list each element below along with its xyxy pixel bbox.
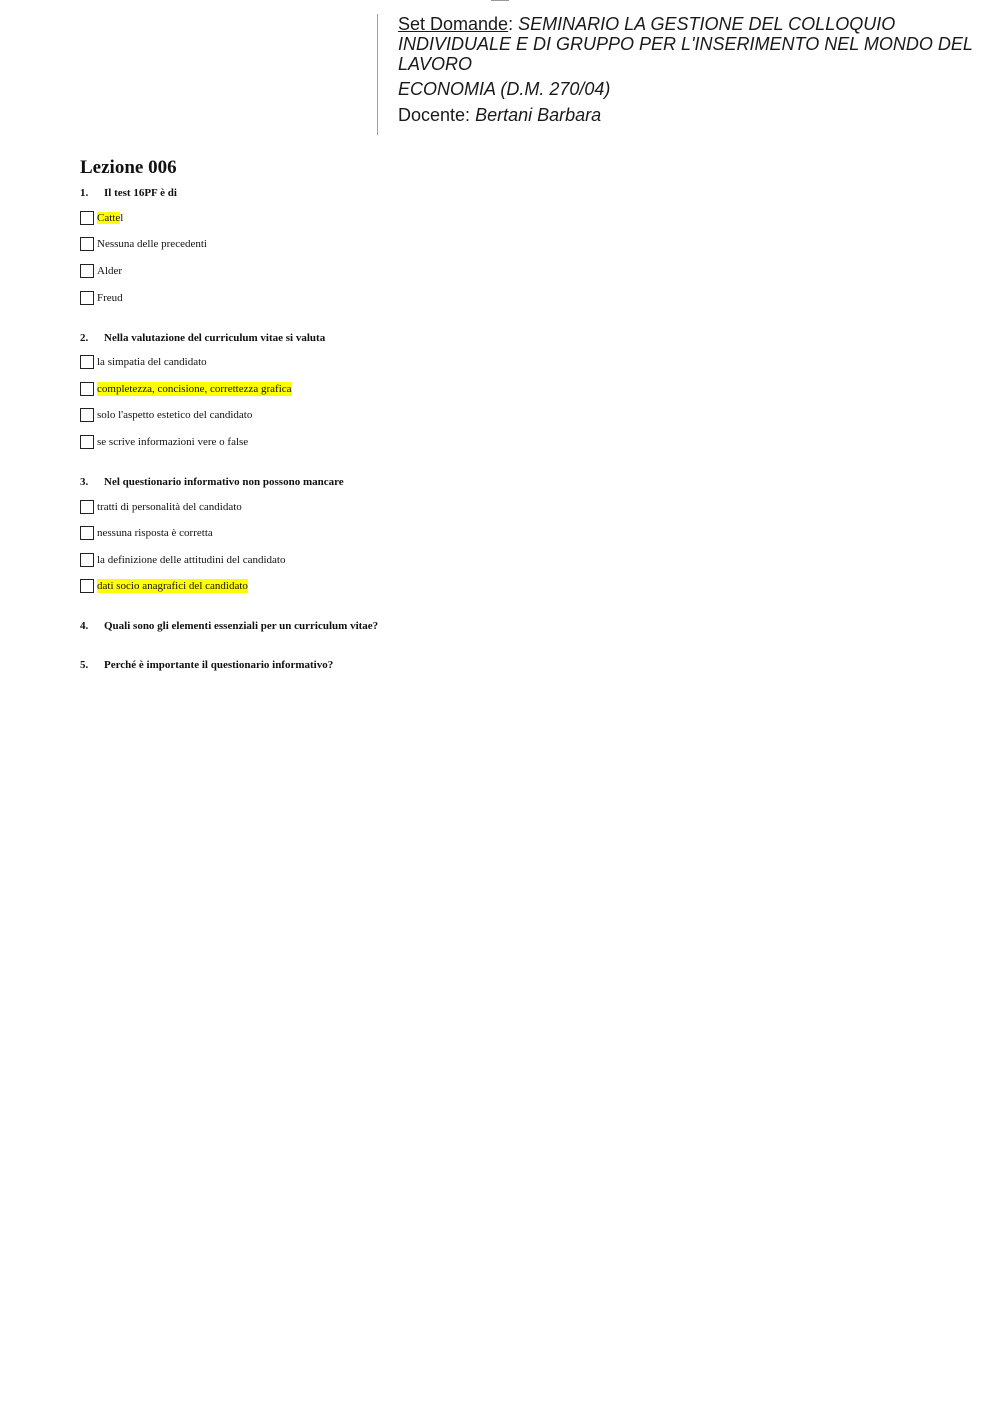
answer-checkbox[interactable] bbox=[80, 435, 94, 449]
course-title-line bbox=[398, 14, 977, 74]
docente-label: Docente: bbox=[398, 105, 471, 125]
docente-line bbox=[398, 105, 977, 125]
course-title: SEMINARIO LA GESTIONE DEL COLLOQUIO INDIVIDUALE E DI GRUPPO PER L'INSERIMENTO NEL MONDO DEL LAVORO bbox=[398, 14, 973, 74]
answer-label: la simpatia del candidato bbox=[97, 356, 207, 368]
answer-checkbox[interactable] bbox=[80, 211, 94, 225]
answer-label: solo l'aspetto estetico del candidato bbox=[97, 409, 253, 421]
set-domande-label: Set Domande bbox=[398, 14, 509, 34]
answer-label: se scrive informazioni vere o false bbox=[97, 436, 249, 448]
question-number: 3. bbox=[80, 476, 89, 488]
highlighted-text: Catte bbox=[97, 212, 121, 224]
docente-name: Bertani Barbara bbox=[475, 105, 602, 125]
answer-label: nessuna risposta è corretta bbox=[97, 527, 213, 539]
answer-option[interactable] bbox=[80, 408, 252, 422]
answer-checkbox[interactable] bbox=[80, 382, 94, 396]
answer-label: Alder bbox=[97, 265, 123, 277]
question-5 bbox=[80, 658, 333, 672]
answer-option[interactable] bbox=[80, 579, 248, 593]
answer-option[interactable] bbox=[80, 382, 292, 396]
answer-label-highlighted: dati socio anagrafici del candidato bbox=[97, 580, 248, 592]
answer-option[interactable] bbox=[80, 553, 285, 567]
answer-label bbox=[97, 211, 123, 225]
page-top-mark bbox=[491, 0, 509, 1]
question-number: 5. bbox=[80, 659, 89, 671]
set-domande-colon: : bbox=[508, 14, 514, 34]
answer-option[interactable] bbox=[80, 291, 123, 305]
answer-label: tratti di personalità del candidato bbox=[97, 501, 242, 513]
question-text: Perché è importante il questionario informativo? bbox=[104, 659, 334, 671]
answer-label-highlighted: completezza, concisione, correttezza grafica bbox=[97, 383, 292, 395]
question-number: 2. bbox=[80, 332, 89, 344]
question-text: Quali sono gli elementi essenziali per un curriculum vitae? bbox=[104, 620, 379, 632]
question-2 bbox=[80, 331, 325, 345]
answer-checkbox[interactable] bbox=[80, 500, 94, 514]
question-3 bbox=[80, 475, 344, 489]
answer-checkbox[interactable] bbox=[80, 579, 94, 593]
answer-checkbox[interactable] bbox=[80, 355, 94, 369]
answer-option[interactable] bbox=[80, 526, 213, 540]
document-header bbox=[377, 14, 977, 135]
answer-label: la definizione delle attitudini del candidato bbox=[97, 554, 286, 566]
answer-option[interactable] bbox=[80, 500, 242, 514]
answer-checkbox[interactable] bbox=[80, 291, 94, 305]
question-1 bbox=[80, 186, 177, 200]
question-text: Nel questionario informativo non possono mancare bbox=[104, 476, 344, 488]
answer-label-rest: l bbox=[120, 212, 124, 224]
answer-label: Freud bbox=[97, 292, 123, 304]
answer-label: Nessuna delle precedenti bbox=[97, 238, 207, 250]
answer-option[interactable] bbox=[80, 211, 123, 225]
answer-option[interactable] bbox=[80, 355, 207, 369]
question-number: 4. bbox=[80, 620, 89, 632]
answer-checkbox[interactable] bbox=[80, 553, 94, 567]
answer-checkbox[interactable] bbox=[80, 526, 94, 540]
answer-checkbox[interactable] bbox=[80, 264, 94, 278]
answer-checkbox[interactable] bbox=[80, 408, 94, 422]
question-text: Nella valutazione del curriculum vitae si valuta bbox=[104, 332, 326, 344]
lesson-title: Lezione 006 bbox=[80, 157, 177, 178]
answer-checkbox[interactable] bbox=[80, 237, 94, 251]
question-text: Il test 16PF è di bbox=[104, 187, 177, 199]
subject-line: ECONOMIA (D.M. 270/04) bbox=[398, 79, 611, 99]
answer-option[interactable] bbox=[80, 237, 207, 251]
question-4 bbox=[80, 619, 378, 633]
answer-option[interactable] bbox=[80, 435, 248, 449]
question-number: 1. bbox=[80, 187, 89, 199]
answer-option[interactable] bbox=[80, 264, 122, 278]
